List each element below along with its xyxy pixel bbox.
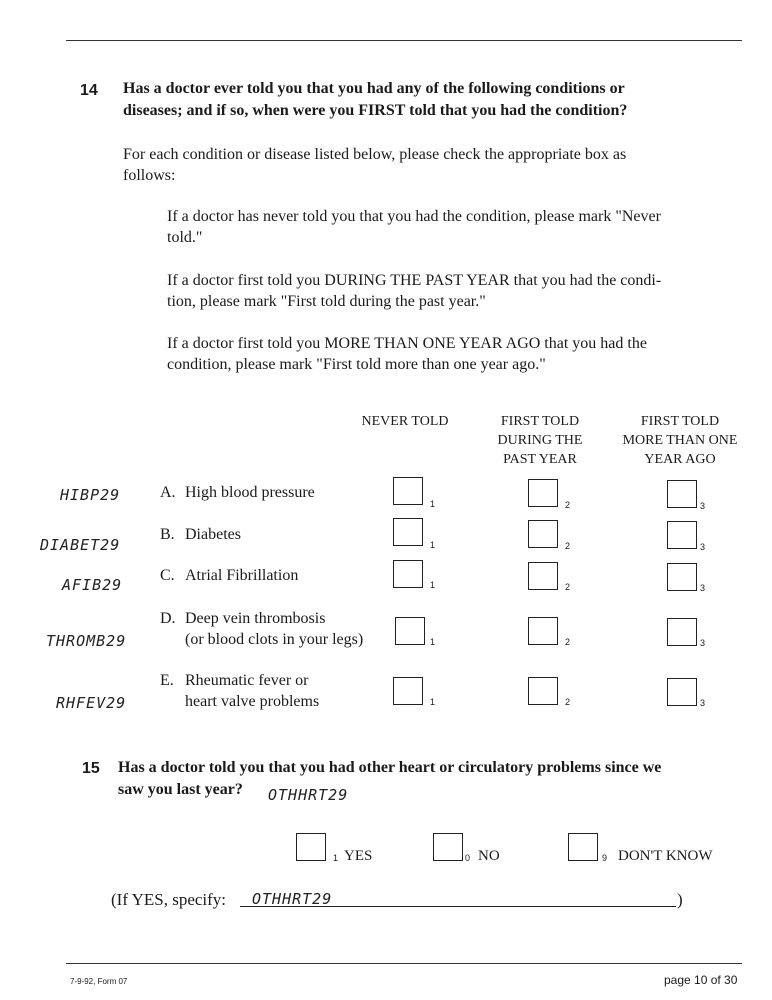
code-1: 1 (430, 697, 436, 707)
othhrt29-no-checkbox[interactable] (433, 833, 463, 861)
column-header-more-than-year: FIRST TOLD MORE THAN ONE YEAR AGO (622, 414, 738, 467)
row-c-letter: C. (160, 567, 175, 584)
diabet29-past-year-checkbox[interactable] (528, 520, 558, 548)
dont-know-code: 9 (602, 853, 608, 863)
code-1: 1 (430, 637, 436, 647)
code-3: 3 (700, 501, 706, 511)
code-2: 2 (565, 582, 571, 592)
page-number: page 10 of 30 (664, 973, 738, 987)
rhfev29-never-checkbox[interactable] (393, 677, 423, 705)
q14-instruction-past-year: If a doctor first told you DURING THE PAST YEAR that you had the condi- tion, please mark "First told during the past year." (167, 272, 662, 310)
row-e-letter: E. (160, 672, 174, 689)
row-variable-afib29: AFIB29 (62, 576, 123, 594)
row-d-letter: D. (160, 610, 176, 627)
yes-label: YES (344, 848, 373, 864)
no-label: NO (478, 848, 500, 864)
row-a-letter: A. (160, 484, 176, 501)
code-3: 3 (700, 583, 706, 593)
code-3: 3 (700, 698, 706, 708)
afib29-never-checkbox[interactable] (393, 560, 423, 588)
column-header-past-year: FIRST TOLD DURING THE PAST YEAR (497, 414, 583, 467)
thromb29-past-year-checkbox[interactable] (528, 617, 558, 645)
code-3: 3 (700, 542, 706, 552)
row-variable-hibp29: HIBP29 (60, 486, 121, 504)
othhrt29-yes-checkbox[interactable] (296, 833, 326, 861)
specify-field[interactable] (240, 886, 676, 907)
rhfev29-more-than-year-checkbox[interactable] (667, 678, 697, 706)
specify-value: OTHHRT29 (252, 890, 333, 908)
code-2: 2 (565, 500, 571, 510)
q15-variable: OTHHRT29 (268, 786, 349, 804)
no-code: 0 (465, 853, 471, 863)
top-rule (66, 40, 742, 41)
row-b-letter: B. (160, 526, 175, 543)
thromb29-more-than-year-checkbox[interactable] (667, 618, 697, 646)
row-variable-thromb29: THROMB29 (46, 632, 127, 650)
code-1: 1 (430, 540, 436, 550)
diabet29-never-checkbox[interactable] (393, 518, 423, 546)
afib29-more-than-year-checkbox[interactable] (667, 563, 697, 591)
footer-form: 7-9-92, Form 07 (70, 977, 128, 986)
thromb29-never-checkbox[interactable] (395, 617, 425, 645)
column-header-never-told: NEVER TOLD (361, 414, 449, 429)
q14-instruction-never: If a doctor has never told you that you had the condition, please mark "Never told." (167, 208, 661, 246)
row-d-label: Deep vein thrombosis (or blood clots in your legs) (185, 610, 364, 648)
hibp29-past-year-checkbox[interactable] (528, 479, 558, 507)
row-variable-rhfev29: RHFEV29 (56, 694, 127, 712)
hibp29-never-checkbox[interactable] (393, 477, 423, 505)
code-2: 2 (565, 541, 571, 551)
code-2: 2 (565, 637, 571, 647)
q14-instruction-more-than-year: If a doctor first told you MORE THAN ONE YEAR AGO that you had the condition, please mark "First told more than one year ago." (167, 335, 647, 373)
bottom-rule (66, 963, 742, 964)
q15-number: 15 (82, 760, 100, 777)
code-1: 1 (430, 499, 436, 509)
q14-question: Has a doctor ever told you that you had any of the following conditions or diseases; and if so, when were you FIRST told that you had the condition? (123, 80, 628, 119)
rhfev29-past-year-checkbox[interactable] (528, 677, 558, 705)
hibp29-more-than-year-checkbox[interactable] (667, 480, 697, 508)
specify-label: (If YES, specify: (111, 890, 227, 909)
q14-number: 14 (80, 82, 98, 99)
code-3: 3 (700, 638, 706, 648)
row-c-label: Atrial Fibrillation (185, 567, 299, 584)
q14-intro: For each condition or disease listed below, please check the appropriate box as follows: (123, 146, 627, 184)
dont-know-label: DON'T KNOW (618, 848, 713, 864)
yes-code: 1 (333, 853, 339, 863)
diabet29-more-than-year-checkbox[interactable] (667, 521, 697, 549)
row-variable-diabet29: DIABET29 (40, 536, 121, 554)
q15-question: Has a doctor told you that you had other heart or circulatory problems since we saw you last year? (118, 759, 662, 798)
row-b-label: Diabetes (185, 526, 241, 543)
code-2: 2 (565, 697, 571, 707)
code-1: 1 (430, 580, 436, 590)
othhrt29-dont-know-checkbox[interactable] (568, 833, 598, 861)
row-a-label: High blood pressure (185, 484, 315, 501)
row-e-label: Rheumatic fever or heart valve problems (185, 672, 320, 710)
specify-close: ) (677, 890, 683, 909)
afib29-past-year-checkbox[interactable] (528, 562, 558, 590)
